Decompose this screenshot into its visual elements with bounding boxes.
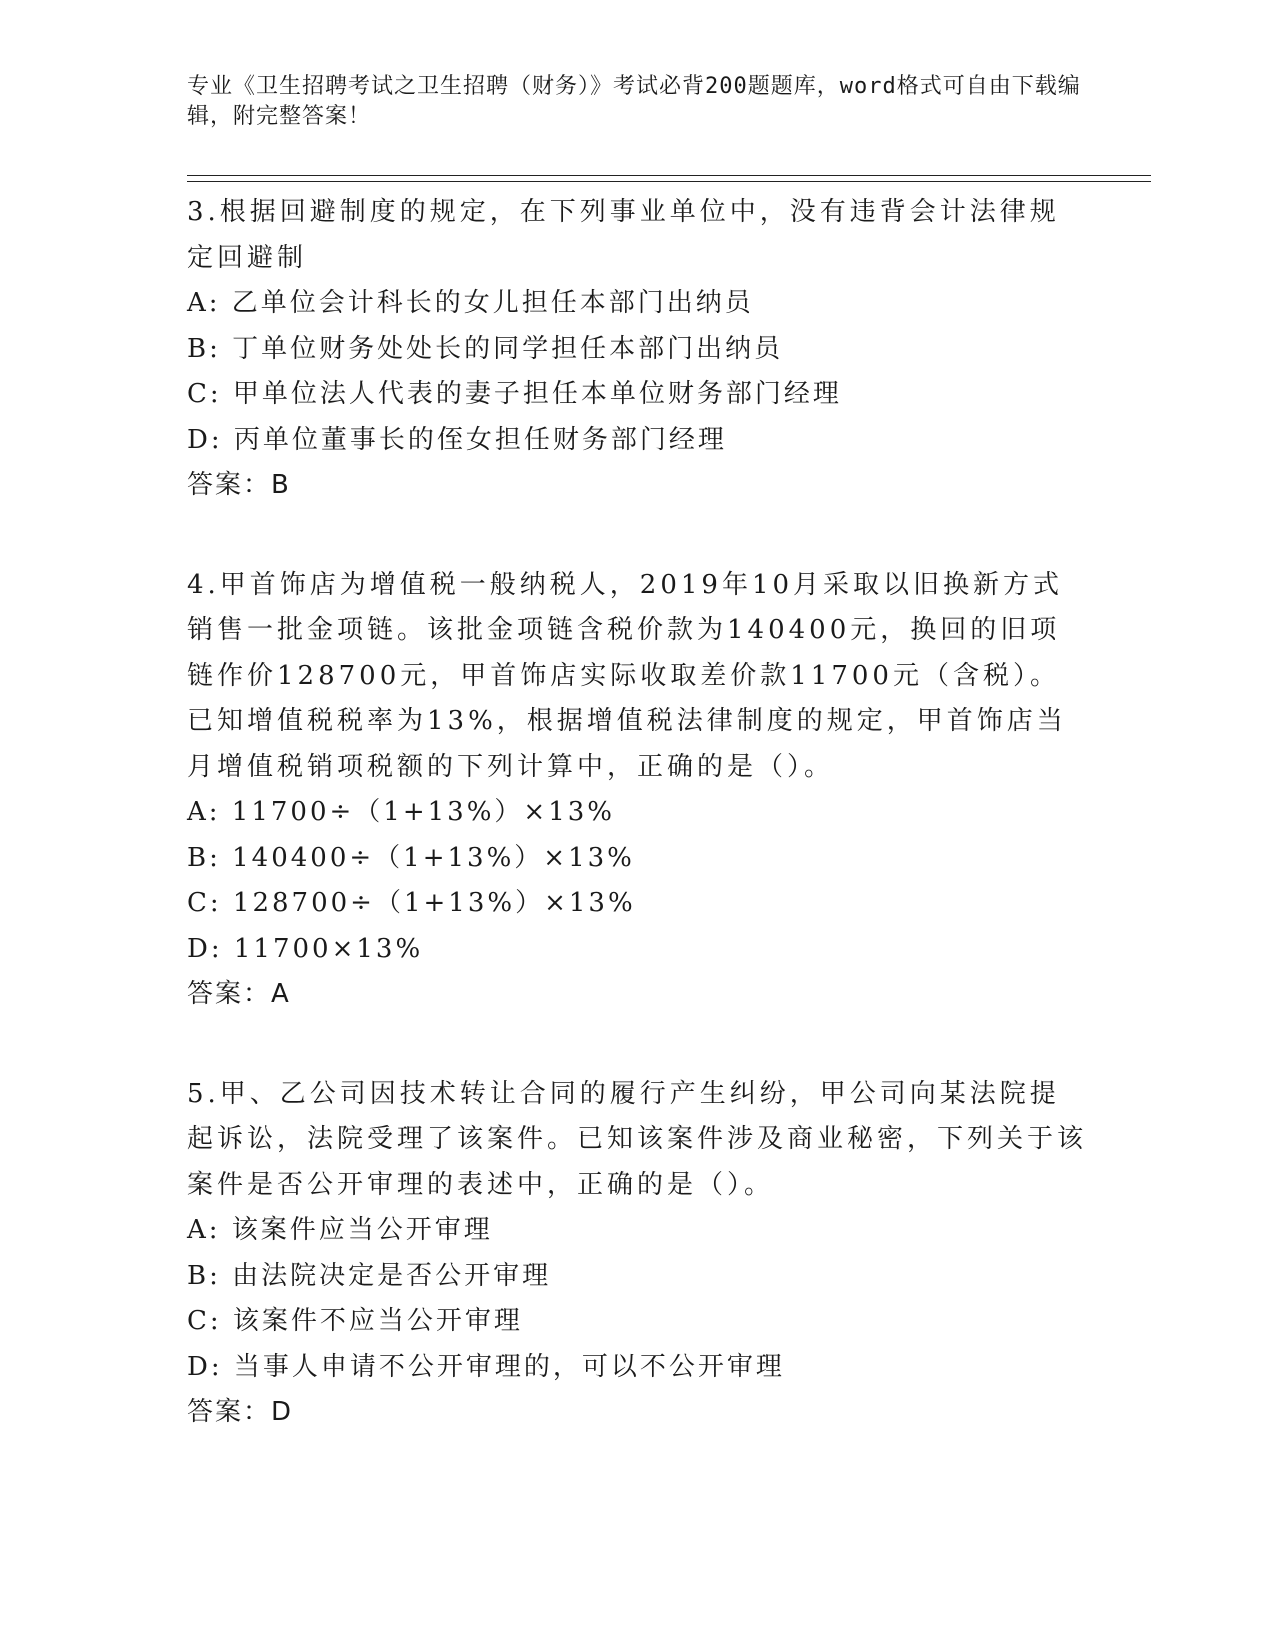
option-d: D: 当事人申请不公开审理的，可以不公开审理	[187, 1351, 785, 1382]
option-c: C: 甲单位法人代表的妻子担任本单位财务部门经理	[187, 379, 842, 409]
question-stem: 3.根据回避制度的规定，在下列事业单位中，没有违背会计法律规定回避制	[187, 197, 1060, 273]
option-b: B: 由法院决定是否公开审理	[187, 1260, 552, 1291]
option-a: A: 11700÷（1+13%）×13%	[187, 797, 615, 827]
option-c: C: 该案件不应当公开审理	[187, 1306, 523, 1336]
option-a: A: 乙单位会计科长的女儿担任本部门出纳员	[187, 288, 754, 318]
option-c: C: 128700÷（1+13%）×13%	[187, 888, 636, 918]
question-4	[187, 563, 1087, 1018]
option-b: B: 140400÷（1+13%）×13%	[187, 842, 635, 873]
question-list	[187, 190, 1087, 1490]
question-3	[187, 190, 1087, 509]
question-stem: 5.甲、乙公司因技术转让合同的履行产生纠纷，甲公司向某法院提起诉讼，法院受理了该案件。已知该案件涉及商业秘密，下列关于该案件是否公开审理的表述中，正确的是（）。	[187, 1078, 1088, 1200]
question-stem: 4.甲首饰店为增值税一般纳税人，2019年10月采取以旧换新方式销售一批金项链。该批金项链含税价款为140400元，换回的旧项链作价128700元，甲首饰店实际收取差价款11700元（含税）。已知增值税税率为13%，根据增值税法律制度的规定，甲首饰店当月增值税销项税额的下列计算中，正确的是（）。	[187, 569, 1067, 782]
option-a: A: 该案件应当公开审理	[187, 1215, 493, 1245]
question-5	[187, 1072, 1087, 1436]
answer-line: 答案：A	[187, 979, 291, 1009]
option-d: D: 丙单位董事长的侄女担任财务部门经理	[187, 424, 727, 455]
option-d: D: 11700×13%	[187, 933, 424, 964]
header-divider-top	[187, 175, 1151, 176]
document-header: 专业《卫生招聘考试之卫生招聘（财务）》考试必背200题题库，word格式可自由下载编辑，附完整答案！	[187, 74, 1081, 129]
option-b: B: 丁单位财务处处长的同学担任本部门出纳员	[187, 333, 784, 364]
header-divider-bottom	[187, 181, 1151, 182]
answer-line: 答案：B	[187, 470, 291, 500]
answer-line: 答案：D	[187, 1397, 294, 1427]
